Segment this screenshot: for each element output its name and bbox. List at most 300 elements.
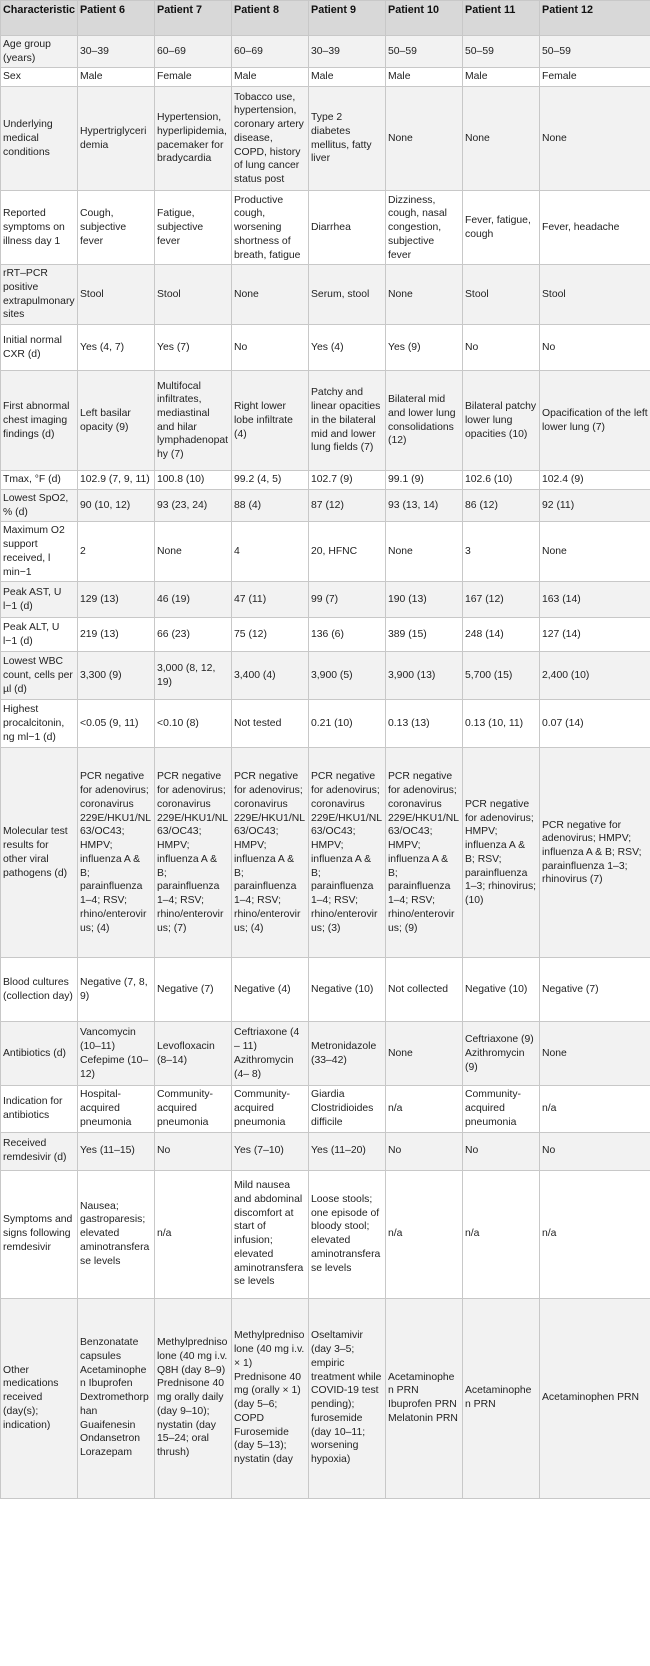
cell-value: 50–59	[465, 45, 494, 57]
table-cell	[155, 748, 232, 958]
cell-value: None	[542, 546, 567, 557]
table-cell	[309, 265, 386, 325]
cell-value: Fatigue, subjective fever	[157, 208, 204, 247]
cell-value: None	[465, 132, 490, 144]
row-label: Maximum O2 support received, l min−1	[1, 522, 78, 582]
cell-value: None	[388, 1047, 413, 1059]
table-cell	[232, 191, 309, 265]
cell-value: PCR negative for adenovirus; HMPV; influenza A & B; RSV; parainfluenza 1–3; rhinovirus (7)	[542, 819, 642, 886]
table-cell	[78, 36, 155, 68]
cell-value: Mild nausea and abdominal discomfort at start of infusion; elevated aminotransferase levels	[234, 1180, 304, 1288]
cell-value: Stool	[80, 288, 104, 300]
cell-value: Right lower lobe infiltrate (4)	[234, 401, 293, 440]
table-cell	[540, 1022, 650, 1086]
cell-value: Bilateral mid and lower lung consolidations (12)	[388, 394, 456, 447]
table-row	[1, 1132, 650, 1170]
cell-value: Yes (7)	[157, 341, 190, 353]
table-cell	[386, 471, 463, 490]
table-cell	[309, 191, 386, 265]
cell-value: 3,000 (8, 12, 19)	[157, 663, 216, 688]
cell-value: 129 (13)	[80, 593, 119, 605]
table-cell	[463, 265, 540, 325]
header-row	[1, 1, 650, 36]
cell-value: 389 (15)	[388, 628, 427, 640]
table-cell	[232, 522, 309, 582]
cell-value: Acetaminophen PRN	[465, 1385, 532, 1411]
cell-value: n/a	[388, 1103, 403, 1115]
table-cell	[386, 1022, 463, 1086]
cell-value: Not tested	[234, 717, 282, 729]
cell-value: 2	[80, 546, 86, 557]
table-cell	[386, 618, 463, 652]
row-label: Reported symptoms on illness day 1	[1, 191, 78, 265]
table-cell	[540, 582, 650, 618]
table-cell	[78, 700, 155, 748]
table-cell	[78, 489, 155, 521]
cell-value: 20, HFNC	[311, 546, 358, 557]
table-cell	[540, 325, 650, 371]
cell-value: 66 (23)	[157, 628, 190, 640]
table-cell	[463, 522, 540, 582]
table-cell	[155, 522, 232, 582]
table-cell	[155, 1170, 232, 1298]
table-row	[1, 1170, 650, 1298]
cell-value: None	[234, 288, 259, 300]
table-cell	[463, 371, 540, 471]
row-label: Blood cultures (collection day)	[1, 958, 78, 1022]
cell-value: 0.13 (13)	[388, 717, 430, 729]
table-cell	[78, 958, 155, 1022]
cell-value: Stool	[542, 288, 566, 300]
table-cell	[386, 325, 463, 371]
table-cell	[309, 489, 386, 521]
cell-value: 99 (7)	[311, 593, 339, 605]
table-body	[1, 36, 650, 1499]
cell-value: No	[234, 341, 248, 353]
table-row	[1, 36, 650, 68]
cell-value: 102.7 (9)	[311, 474, 353, 486]
table-cell	[540, 87, 650, 191]
table-cell	[386, 582, 463, 618]
cell-value: Cough, subjective fever	[80, 208, 127, 247]
cell-value: Bilateral patchy lower lung opacities (10)	[465, 401, 537, 440]
table-cell	[309, 1170, 386, 1298]
cell-value: Ceftriaxone (9) Azithromycin (9)	[465, 1034, 534, 1073]
table-cell	[78, 68, 155, 87]
cell-value: 46 (19)	[157, 593, 190, 605]
table-cell	[540, 522, 650, 582]
table-cell	[463, 1170, 540, 1298]
cell-value: Serum, stool	[311, 288, 370, 300]
table-cell	[78, 1170, 155, 1298]
cell-value: Male	[388, 71, 411, 83]
table-cell	[463, 1086, 540, 1132]
cell-value: 3,900 (13)	[388, 669, 436, 681]
cell-value: <0.05 (9, 11)	[80, 717, 139, 729]
row-label: Lowest SpO2, % (d)	[1, 489, 78, 521]
table-cell	[309, 1132, 386, 1170]
table-cell	[78, 1298, 155, 1498]
cell-value: 92 (11)	[542, 499, 575, 511]
table-cell	[309, 1086, 386, 1132]
table-cell	[386, 1170, 463, 1298]
table-cell	[78, 652, 155, 700]
cell-value: Yes (11–15)	[80, 1145, 135, 1157]
table-cell	[232, 87, 309, 191]
cell-value: 3,300 (9)	[80, 669, 122, 681]
table-cell	[463, 191, 540, 265]
table-cell	[463, 489, 540, 521]
table-cell	[232, 652, 309, 700]
table-cell	[540, 1132, 650, 1170]
cell-value: PCR negative for adenovirus; coronavirus 229E/HKU1/NL63/OC43; HMPV; influenza A & B; parainfluenza 1–4; RSV; rhino/enterovirus; (9)	[388, 771, 460, 934]
table-row	[1, 371, 650, 471]
column-header-patient-10: Patient 10	[386, 1, 463, 36]
cell-value: None	[388, 132, 413, 144]
cell-value: 3	[465, 546, 471, 557]
column-header-patient-6: Patient 6	[78, 1, 155, 36]
table-cell	[540, 191, 650, 265]
cell-value: Stool	[465, 288, 489, 300]
table-cell	[386, 700, 463, 748]
row-label: Peak AST, U l−1 (d)	[1, 582, 78, 618]
table-header	[1, 1, 650, 36]
cell-value: 87 (12)	[311, 499, 344, 511]
cell-value: 30–39	[311, 45, 340, 57]
table-cell	[540, 471, 650, 490]
cell-value: No	[465, 341, 479, 353]
cell-value: Negative (4)	[234, 983, 291, 995]
table-cell	[386, 489, 463, 521]
cell-value: 4	[234, 546, 240, 557]
cell-value: 167 (12)	[465, 593, 504, 605]
cell-value: Acetaminophen PRN	[542, 1392, 640, 1404]
table-cell	[309, 522, 386, 582]
cell-value: 75 (12)	[234, 628, 267, 640]
row-label: rRT–PCR positive extrapulmonary sites	[1, 265, 78, 325]
table-cell	[540, 700, 650, 748]
table-cell	[232, 1170, 309, 1298]
table-row	[1, 1086, 650, 1132]
table-cell	[155, 191, 232, 265]
cell-value: Multifocal infiltrates, mediastinal and hilar lymphadenopathy (7)	[157, 380, 229, 461]
table-cell	[463, 87, 540, 191]
table-cell	[540, 958, 650, 1022]
column-header-patient-9: Patient 9	[309, 1, 386, 36]
table-cell	[232, 1086, 309, 1132]
table-cell	[386, 958, 463, 1022]
cell-value: 99.1 (9)	[388, 474, 424, 486]
table-row	[1, 1298, 650, 1498]
table-cell	[463, 582, 540, 618]
table-cell	[386, 87, 463, 191]
table-cell	[540, 36, 650, 68]
table-cell	[309, 68, 386, 87]
row-label: First abnormal chest imaging findings (d)	[1, 371, 78, 471]
cell-value: Methylprednisolone (40 mg i.v. × 1) Prednisone 40 mg (orally × 1) (day 5–6; COPD Furosemide (day 5–13); nystatin (day	[234, 1330, 305, 1465]
row-label: Indication for antibiotics	[1, 1086, 78, 1132]
cell-value: 50–59	[542, 45, 571, 57]
row-label: Other medications received (day(s); indication)	[1, 1298, 78, 1498]
table-cell	[232, 700, 309, 748]
cell-value: Female	[542, 71, 577, 83]
table-cell	[386, 68, 463, 87]
table-cell	[78, 87, 155, 191]
table-cell	[155, 36, 232, 68]
table-row	[1, 958, 650, 1022]
table-row	[1, 68, 650, 87]
table-cell	[232, 1132, 309, 1170]
cell-value: 163 (14)	[542, 593, 581, 605]
table-cell	[232, 1298, 309, 1498]
row-label: Initial normal CXR (d)	[1, 325, 78, 371]
table-cell	[155, 371, 232, 471]
cell-value: No	[542, 1145, 556, 1157]
table-cell	[463, 1022, 540, 1086]
table-cell	[309, 371, 386, 471]
cell-value: 30–39	[80, 45, 109, 57]
table-cell	[463, 958, 540, 1022]
row-label: Tmax, °F (d)	[1, 471, 78, 490]
table-cell	[155, 1086, 232, 1132]
table-cell	[386, 1298, 463, 1498]
table-cell	[232, 582, 309, 618]
cell-value: 0.21 (10)	[311, 717, 353, 729]
cell-value: Negative (7)	[542, 983, 599, 995]
table-row	[1, 1022, 650, 1086]
cell-value: Loose stools; one episode of bloody stool; elevated aminotransferase levels	[311, 1193, 381, 1274]
cell-value: Hypertension, hyperlipidemia, pacemaker for bradycardia	[157, 112, 227, 165]
cell-value: 2,400 (10)	[542, 669, 590, 681]
table-cell	[309, 748, 386, 958]
table-cell	[78, 1022, 155, 1086]
table-row	[1, 652, 650, 700]
cell-value: Yes (4, 7)	[80, 341, 125, 353]
table-cell	[78, 582, 155, 618]
cell-value: n/a	[388, 1228, 403, 1240]
table-cell	[78, 471, 155, 490]
cell-value: 5,700 (15)	[465, 669, 513, 681]
cell-value: Patchy and linear opacities in the bilateral mid and lower lung fields (7)	[311, 387, 381, 454]
table-row	[1, 748, 650, 958]
row-label: Highest procalcitonin, ng ml−1 (d)	[1, 700, 78, 748]
cell-value: Hypertriglyceridemia	[80, 125, 147, 151]
cell-value: Giardia Clostridioides difficile	[311, 1089, 374, 1128]
table-cell	[155, 68, 232, 87]
table-cell	[78, 1132, 155, 1170]
cell-value: 136 (6)	[311, 628, 344, 640]
table-cell	[463, 1132, 540, 1170]
table-cell	[540, 371, 650, 471]
cell-value: 60–69	[234, 45, 263, 57]
cell-value: Yes (4)	[311, 341, 344, 353]
cell-value: 93 (13, 14)	[388, 499, 439, 511]
table-cell	[309, 700, 386, 748]
table-cell	[309, 1022, 386, 1086]
table-row	[1, 325, 650, 371]
cell-value: Ceftriaxone (4 – 11) Azithromycin (4– 8)	[234, 1027, 300, 1080]
cell-value: Dizziness, cough, nasal congestion, subjective fever	[388, 194, 447, 261]
cell-value: Vancomycin (10–11) Cefepime (10–12)	[80, 1027, 149, 1080]
cell-value: None	[157, 546, 182, 557]
table-cell	[309, 325, 386, 371]
table-cell	[540, 265, 650, 325]
table-cell	[540, 489, 650, 521]
table-cell	[155, 489, 232, 521]
table-cell	[386, 371, 463, 471]
table-row	[1, 522, 650, 582]
cell-value: 248 (14)	[465, 628, 504, 640]
table-cell	[155, 265, 232, 325]
table-row	[1, 265, 650, 325]
cell-value: Fever, fatigue, cough	[465, 214, 531, 240]
cell-value: No	[465, 1145, 479, 1157]
table-cell	[540, 1298, 650, 1498]
cell-value: Male	[80, 71, 103, 83]
cell-value: No	[388, 1145, 402, 1157]
row-label: Peak ALT, U l−1 (d)	[1, 618, 78, 652]
table-cell	[232, 489, 309, 521]
cell-value: PCR negative for adenovirus; coronavirus 229E/HKU1/NL63/OC43; HMPV; influenza A & B; parainfluenza 1–4; RSV; rhino/enterovirus; (7)	[157, 771, 229, 934]
table-cell	[463, 700, 540, 748]
cell-value: n/a	[465, 1228, 480, 1240]
table-cell	[463, 748, 540, 958]
cell-value: Female	[157, 71, 192, 83]
cell-value: Negative (7)	[157, 983, 214, 995]
cell-value: 102.9 (7, 9, 11)	[80, 474, 150, 486]
table-cell	[78, 1086, 155, 1132]
table-cell	[78, 265, 155, 325]
cell-value: Opacification of the left lower lung (7)	[542, 407, 648, 433]
table-cell	[540, 1170, 650, 1298]
cell-value: Male	[465, 71, 488, 83]
table-cell	[309, 582, 386, 618]
table-cell	[155, 1298, 232, 1498]
table-cell	[309, 87, 386, 191]
cell-value: Male	[234, 71, 257, 83]
cell-value: Benzonatate capsules Acetaminophen Ibuprofen Dextromethorphan Guaifenesin Ondansetron Lorazepam	[80, 1337, 149, 1459]
table-cell	[232, 36, 309, 68]
table-cell	[232, 1022, 309, 1086]
cell-value: 127 (14)	[542, 628, 581, 640]
cell-value: Fever, headache	[542, 221, 620, 233]
cell-value: 100.8 (10)	[157, 474, 205, 486]
table-cell	[155, 471, 232, 490]
cell-value: 102.6 (10)	[465, 474, 513, 486]
cell-value: Negative (10)	[465, 983, 528, 995]
cell-value: n/a	[157, 1228, 172, 1240]
cell-value: 0.13 (10, 11)	[465, 717, 524, 729]
table-cell	[463, 68, 540, 87]
cell-value: Type 2 diabetes mellitus, fatty liver	[311, 112, 372, 165]
cell-value: Tobacco use, hypertension, coronary artery disease, COPD, history of lung cancer status post	[234, 91, 304, 186]
cell-value: Community-acquired pneumonia	[157, 1089, 214, 1128]
table-cell	[309, 1298, 386, 1498]
table-cell	[155, 652, 232, 700]
cell-value: 88 (4)	[234, 499, 262, 511]
cell-value: PCR negative for adenovirus; coronavirus 229E/HKU1/NL63/OC43; HMPV; influenza A & B; parainfluenza 1–4; RSV; rhino/enterovirus; (4)	[234, 771, 306, 934]
cell-value: 90 (10, 12)	[80, 499, 131, 511]
cell-value: Diarrhea	[311, 221, 351, 233]
table-cell	[78, 748, 155, 958]
cell-value: 60–69	[157, 45, 186, 57]
cell-value: 47 (11)	[234, 593, 267, 605]
row-label: Antibiotics (d)	[1, 1022, 78, 1086]
cell-value: Yes (7–10)	[234, 1145, 284, 1157]
cell-value: 3,900 (5)	[311, 669, 353, 681]
table-row	[1, 87, 650, 191]
cell-value: 0.07 (14)	[542, 717, 584, 729]
table-cell	[309, 471, 386, 490]
table-cell	[463, 1298, 540, 1498]
table-cell	[386, 522, 463, 582]
table-cell	[463, 652, 540, 700]
table-cell	[386, 748, 463, 958]
table-cell	[463, 325, 540, 371]
table-cell	[232, 958, 309, 1022]
table-cell	[155, 325, 232, 371]
cell-value: 102.4 (9)	[542, 474, 584, 486]
cell-value: Levofloxacin (8–14)	[157, 1041, 215, 1066]
table-cell	[309, 958, 386, 1022]
row-label: Sex	[1, 68, 78, 87]
cell-value: 50–59	[388, 45, 417, 57]
table-cell	[155, 1132, 232, 1170]
cell-value: 99.2 (4, 5)	[234, 474, 282, 486]
table-row	[1, 191, 650, 265]
table-cell	[232, 265, 309, 325]
cell-value: Negative (10)	[311, 983, 374, 995]
table-cell	[78, 618, 155, 652]
column-header-patient-11: Patient 11	[463, 1, 540, 36]
table-cell	[78, 191, 155, 265]
cell-value: PCR negative for adenovirus; coronavirus 229E/HKU1/NL63/OC43; HMPV; influenza A & B; parainfluenza 1–4; RSV; rhino/enterovirus; (3)	[311, 771, 383, 934]
cell-value: Yes (9)	[388, 341, 421, 353]
row-label: Lowest WBC count, cells per µl (d)	[1, 652, 78, 700]
cell-value: None	[388, 288, 413, 300]
table-cell	[155, 1022, 232, 1086]
cell-value: Negative (7, 8, 9)	[80, 977, 148, 1002]
cell-value: PCR negative for adenovirus; HMPV; influenza A & B; RSV; parainfluenza 1–3; rhinovirus; (10)	[465, 798, 537, 907]
table-cell	[540, 68, 650, 87]
table-cell	[540, 748, 650, 958]
table-cell	[78, 325, 155, 371]
table-cell	[155, 87, 232, 191]
cell-value: n/a	[542, 1103, 557, 1115]
table-cell	[386, 265, 463, 325]
cell-value: None	[542, 132, 567, 144]
row-label: Age group (years)	[1, 36, 78, 68]
row-label: Received remdesivir (d)	[1, 1132, 78, 1170]
table-cell	[309, 652, 386, 700]
cell-value: 3,400 (4)	[234, 669, 276, 681]
table-cell	[155, 582, 232, 618]
cell-value: Yes (11–20)	[311, 1145, 366, 1157]
cell-value: Not collected	[388, 983, 449, 995]
table-cell	[232, 68, 309, 87]
table-cell	[232, 471, 309, 490]
table-cell	[155, 618, 232, 652]
cell-value: 93 (23, 24)	[157, 499, 208, 511]
cell-value: Left basilar opacity (9)	[80, 407, 131, 433]
table-cell	[155, 958, 232, 1022]
table-cell	[463, 618, 540, 652]
cell-value: Male	[311, 71, 334, 83]
table-cell	[232, 325, 309, 371]
cell-value: 86 (12)	[465, 499, 498, 511]
cell-value: Productive cough, worsening shortness of breath, fatigue	[234, 194, 301, 261]
cell-value: PCR negative for adenovirus; coronavirus 229E/HKU1/NL63/OC43; HMPV; influenza A & B; parainfluenza 1–4; RSV; rhino/enterovirus; (4)	[80, 771, 152, 934]
